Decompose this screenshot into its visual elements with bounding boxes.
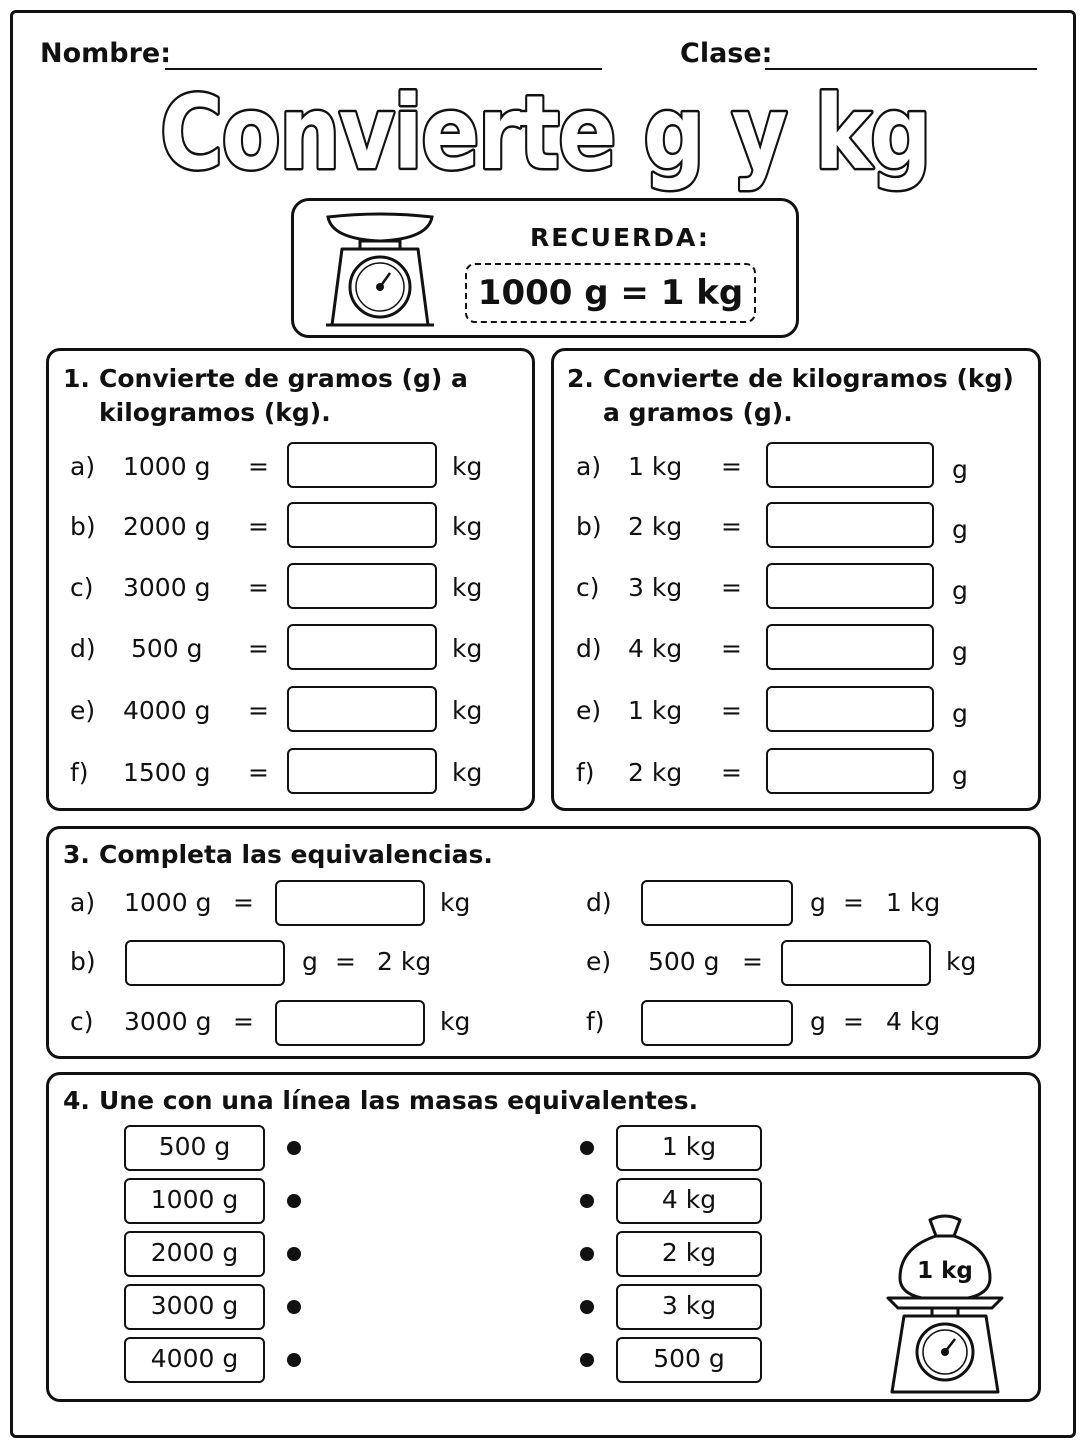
q2-item-unit: g — [952, 761, 968, 790]
q2-item-value: 1 kg — [628, 452, 683, 481]
q2-answer-box[interactable] — [766, 748, 934, 794]
q3-unit-d: g — [810, 888, 826, 917]
q1-answer-box[interactable] — [287, 624, 437, 670]
q3-answer-f[interactable] — [641, 1000, 793, 1046]
q2-item-unit: g — [952, 515, 968, 544]
q1-item-unit: kg — [452, 758, 483, 787]
page-title — [150, 72, 940, 192]
q1-item-letter: d) — [70, 634, 96, 663]
q2-answer-box[interactable] — [766, 686, 934, 732]
q2-item-unit: g — [952, 699, 968, 728]
left-connect-dot[interactable] — [287, 1194, 301, 1208]
q1-item-equals: = — [248, 758, 269, 787]
left-connect-dot[interactable] — [287, 1353, 301, 1367]
q2-item-unit: g — [952, 576, 968, 605]
left-mass-tag: 3000 g — [124, 1284, 265, 1330]
question-3-title: 3. Completa las equivalencias. — [63, 840, 493, 869]
q1-item-letter: f) — [70, 758, 89, 787]
q2-item-equals: = — [721, 573, 742, 602]
q1-item-unit: kg — [452, 573, 483, 602]
q3-value-b: 2 kg — [377, 947, 432, 976]
right-mass-tag: 2 kg — [616, 1231, 762, 1277]
q1-item-unit: kg — [452, 512, 483, 541]
q3-letter-c: c) — [70, 1007, 94, 1036]
q3-letter-b: b) — [70, 947, 96, 976]
q1-answer-box[interactable] — [287, 686, 437, 732]
q2-answer-box[interactable] — [766, 624, 934, 670]
q2-item-unit: g — [952, 637, 968, 666]
right-mass-tag: 500 g — [616, 1337, 762, 1383]
q1-item-unit: kg — [452, 696, 483, 725]
question-4-title: 4. Une con una línea las masas equivalentes. — [63, 1086, 699, 1115]
q1-item-value: 3000 g — [123, 573, 211, 602]
page-title-text: Convierte g y kg — [160, 74, 930, 193]
right-mass-tag: 4 kg — [616, 1178, 762, 1224]
q2-item-letter: c) — [576, 573, 600, 602]
q1-answer-box[interactable] — [287, 442, 437, 488]
q2-item-letter: d) — [576, 634, 602, 663]
left-connect-dot[interactable] — [287, 1247, 301, 1261]
q1-answer-box[interactable] — [287, 502, 437, 548]
q1-item-letter: c) — [70, 573, 94, 602]
q2-answer-box[interactable] — [766, 502, 934, 548]
q3-answer-b[interactable] — [125, 940, 285, 986]
q2-item-unit: g — [952, 455, 968, 484]
q1-item-unit: kg — [452, 452, 483, 481]
question-1-title: 1. Convierte de gramos (g) a kilogramos (kg). — [63, 364, 468, 427]
right-connect-dot[interactable] — [580, 1300, 594, 1314]
q1-item-value: 1000 g — [123, 452, 211, 481]
q2-item-letter: e) — [576, 696, 602, 725]
q2-item-letter: b) — [576, 512, 602, 541]
left-mass-tag: 4000 g — [124, 1337, 265, 1383]
q2-item-value: 1 kg — [628, 696, 683, 725]
right-mass-tag: 1 kg — [616, 1125, 762, 1171]
reminder-label: RECUERDA: — [530, 223, 710, 252]
q2-item-letter: a) — [576, 452, 602, 481]
q3-answer-c[interactable] — [275, 1000, 425, 1046]
q3-answer-a[interactable] — [275, 880, 425, 926]
q1-item-letter: b) — [70, 512, 96, 541]
q2-item-letter: f) — [576, 758, 595, 787]
left-mass-tag: 1000 g — [124, 1178, 265, 1224]
q3-answer-d[interactable] — [641, 880, 793, 926]
q2-item-equals: = — [721, 634, 742, 663]
right-connect-dot[interactable] — [580, 1353, 594, 1367]
kitchen-scale-icon — [320, 209, 440, 333]
q1-answer-box[interactable] — [287, 563, 437, 609]
name-label: Nombre: — [40, 38, 172, 69]
q3-unit-a: kg — [440, 888, 471, 917]
q1-item-equals: = — [248, 696, 269, 725]
q3-eq-c: = — [233, 1007, 254, 1036]
q1-item-value: 4000 g — [123, 696, 211, 725]
q2-item-equals: = — [721, 452, 742, 481]
reminder-panel — [291, 198, 799, 338]
q3-eq-d: = — [843, 888, 864, 917]
left-mass-tag: 500 g — [124, 1125, 265, 1171]
right-mass-tag: 3 kg — [616, 1284, 762, 1330]
q3-letter-a: a) — [70, 888, 96, 917]
q3-eq-e: = — [742, 947, 763, 976]
q3-value-e: 500 g — [648, 947, 720, 976]
q1-item-equals: = — [248, 634, 269, 663]
q3-letter-d: d) — [586, 888, 612, 917]
q1-item-equals: = — [248, 512, 269, 541]
q2-item-equals: = — [721, 758, 742, 787]
q1-item-equals: = — [248, 452, 269, 481]
bag-label: 1 kg — [917, 1258, 973, 1284]
q2-answer-box[interactable] — [766, 563, 934, 609]
q2-item-equals: = — [721, 696, 742, 725]
q3-value-f: 4 kg — [886, 1007, 941, 1036]
q1-item-letter: a) — [70, 452, 96, 481]
name-line[interactable] — [165, 68, 602, 70]
q1-item-equals: = — [248, 573, 269, 602]
q3-eq-f: = — [843, 1007, 864, 1036]
q2-answer-box[interactable] — [766, 442, 934, 488]
q1-answer-box[interactable] — [287, 748, 437, 794]
q3-eq-a: = — [233, 888, 254, 917]
reminder-rule: 1000 g = 1 kg — [465, 263, 756, 323]
q3-answer-e[interactable] — [781, 940, 931, 986]
q2-item-value: 4 kg — [628, 634, 683, 663]
left-connect-dot[interactable] — [287, 1141, 301, 1155]
q1-item-value: 2000 g — [123, 512, 211, 541]
right-connect-dot[interactable] — [580, 1194, 594, 1208]
q3-eq-b: = — [335, 947, 356, 976]
q3-letter-f: f) — [586, 1007, 605, 1036]
q3-value-d: 1 kg — [886, 888, 941, 917]
q2-item-value: 2 kg — [628, 512, 683, 541]
question-2-title: 2. Convierte de kilogramos (kg) a gramos (g). — [567, 364, 1014, 427]
q3-letter-e: e) — [586, 947, 612, 976]
right-connect-dot[interactable] — [580, 1141, 594, 1155]
left-mass-tag: 2000 g — [124, 1231, 265, 1277]
right-connect-dot[interactable] — [580, 1247, 594, 1261]
q3-value-c: 3000 g — [124, 1007, 212, 1036]
scale-with-bag-icon — [880, 1212, 1010, 1398]
q3-unit-e: kg — [946, 947, 977, 976]
left-connect-dot[interactable] — [287, 1300, 301, 1314]
q3-unit-c: kg — [440, 1007, 471, 1036]
q3-value-a: 1000 g — [124, 888, 212, 917]
q1-item-value: 1500 g — [123, 758, 211, 787]
q2-item-value: 3 kg — [628, 573, 683, 602]
q3-unit-b: g — [302, 947, 318, 976]
q2-item-value: 2 kg — [628, 758, 683, 787]
q2-item-equals: = — [721, 512, 742, 541]
q1-item-value: 500 g — [131, 634, 203, 663]
q1-item-letter: e) — [70, 696, 96, 725]
class-label: Clase: — [680, 38, 773, 69]
class-line[interactable] — [765, 68, 1037, 70]
q1-item-unit: kg — [452, 634, 483, 663]
q3-unit-f: g — [810, 1007, 826, 1036]
